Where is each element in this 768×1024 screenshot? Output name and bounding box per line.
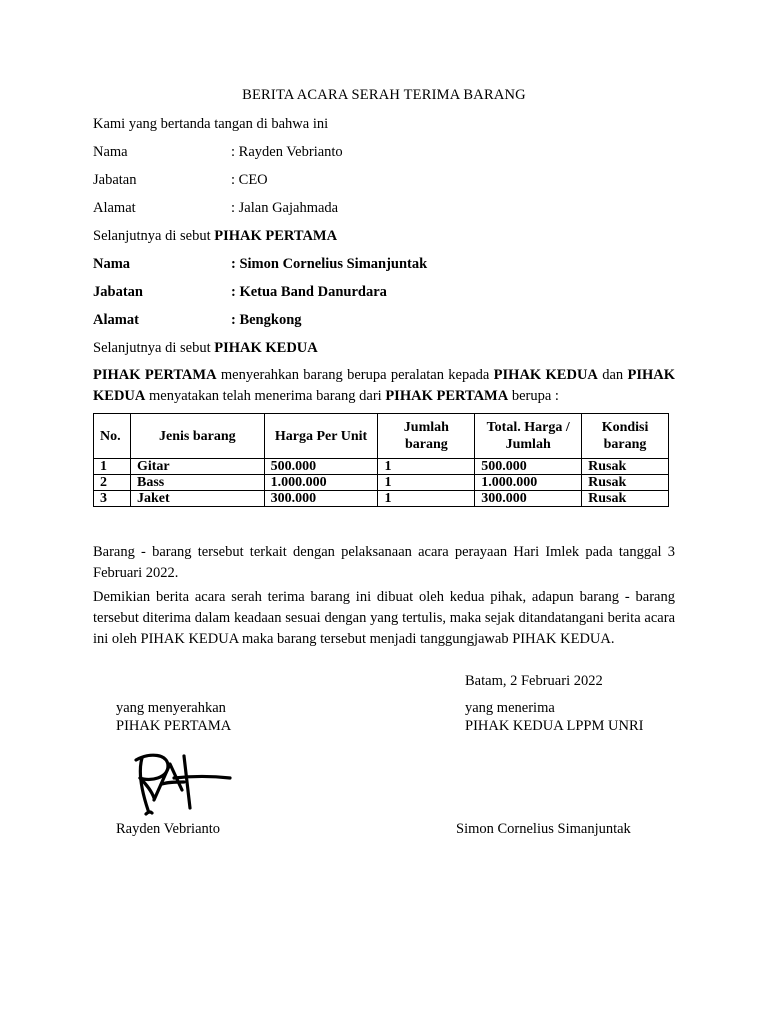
table-cell: 300.000 <box>264 491 378 507</box>
party1-name-label: Nama <box>93 144 128 160</box>
party2-address-value: : Bengkong <box>231 312 302 328</box>
party1-address-label: Alamat <box>93 200 136 216</box>
party1-position-label: Jabatan <box>93 172 137 188</box>
statement-party1: PIHAK PERTAMA <box>93 367 217 383</box>
party1-address-value: : Jalan Gajahmada <box>231 200 339 216</box>
column-header: Jumlah barang <box>378 414 475 459</box>
right-signer-party: PIHAK KEDUA LPPM UNRI <box>465 718 644 734</box>
table-cell: 500.000 <box>475 459 582 475</box>
statement-text-3: menyatakan telah menerima barang dari <box>145 388 386 404</box>
designation-party1: PIHAK PERTAMA <box>214 228 338 244</box>
table-row <box>94 491 669 507</box>
party1-designation <box>93 228 337 245</box>
column-header: Harga Per Unit <box>264 414 378 459</box>
table-cell: 3 <box>94 491 131 507</box>
place-date: Batam, 2 Februari 2022 <box>465 673 603 689</box>
table-cell: 1 <box>378 491 475 507</box>
event-paragraph: Barang - barang tersebut terkait dengan pelaksanaan acara perayaan Hari Imlek pada tanggal 3 Februari 2022. <box>93 544 675 581</box>
table-cell: 1 <box>378 475 475 491</box>
table-cell: 1.000.000 <box>475 475 582 491</box>
left-signer-role: yang menyerahkan <box>116 700 226 716</box>
statement-party1-repeat: PIHAK PERTAMA <box>385 388 509 404</box>
party2-address-label: Alamat <box>93 312 139 328</box>
party1-position-value: : CEO <box>231 172 268 188</box>
table-cell: Jaket <box>130 491 264 507</box>
handwritten-signature <box>124 748 236 820</box>
statement-party2-repeat: PIHAK KEDUA <box>93 367 675 404</box>
table-cell: Rusak <box>582 475 669 491</box>
closing-paragraph: Demikian berita acara serah terima barang ini dibuat oleh kedua pihak, adapun barang - barang tersebut diterima dalam keadaan sesuai dengan yang tertulis, maka sejak ditandatangani berita acara ini oleh PIHAK KEDUA maka barang tersebut menjadi tanggungjawab PIHAK KEDUA. <box>93 589 675 647</box>
table-cell: Rusak <box>582 491 669 507</box>
statement-party2: PIHAK KEDUA <box>493 367 598 383</box>
intro-text: Kami yang bertanda tangan di bahwa ini <box>93 116 329 132</box>
party1-name-value: : Rayden Vebrianto <box>231 144 343 160</box>
right-signer-role: yang menerima <box>465 700 555 716</box>
right-signer-name: Simon Cornelius Simanjuntak <box>456 821 631 837</box>
party2-name-label: Nama <box>93 256 131 272</box>
column-header: No. <box>94 414 131 459</box>
party2-name-value: : Simon Cornelius Simanjuntak <box>231 256 428 272</box>
party2-position-label: Jabatan <box>93 284 143 300</box>
column-header: Jenis barang <box>130 414 264 459</box>
table-cell: 300.000 <box>475 491 582 507</box>
table-cell: 1.000.000 <box>264 475 378 491</box>
table-row <box>94 459 669 475</box>
party2-position-value: : Ketua Band Danurdara <box>231 284 387 300</box>
table-header-row <box>94 414 669 459</box>
party2-designation <box>93 340 318 357</box>
table-cell: Gitar <box>130 459 264 475</box>
left-signer-party: PIHAK PERTAMA <box>116 718 232 734</box>
left-signer-name: Rayden Vebrianto <box>116 821 221 837</box>
table-cell: Rusak <box>582 459 669 475</box>
items-table <box>93 413 669 507</box>
table-cell: 500.000 <box>264 459 378 475</box>
designation-party2: PIHAK KEDUA <box>214 340 318 356</box>
table-cell: 2 <box>94 475 131 491</box>
column-header: Kondisi barang <box>582 414 669 459</box>
table-cell: Bass <box>130 475 264 491</box>
table-cell: 1 <box>378 459 475 475</box>
statement-text-4: berupa : <box>508 388 559 404</box>
document-title: BERITA ACARA SERAH TERIMA BARANG <box>242 87 526 103</box>
statement-text-2: dan <box>597 367 628 383</box>
statement-text-1: menyerahkan barang berupa peralatan kepada <box>216 367 494 383</box>
designation-prefix: Selanjutnya di sebut <box>93 228 215 244</box>
table-row <box>94 475 669 491</box>
table-cell: 1 <box>94 459 131 475</box>
column-header: Total. Harga / Jumlah <box>475 414 582 459</box>
designation-prefix: Selanjutnya di sebut <box>93 340 215 356</box>
handover-statement <box>93 365 675 407</box>
